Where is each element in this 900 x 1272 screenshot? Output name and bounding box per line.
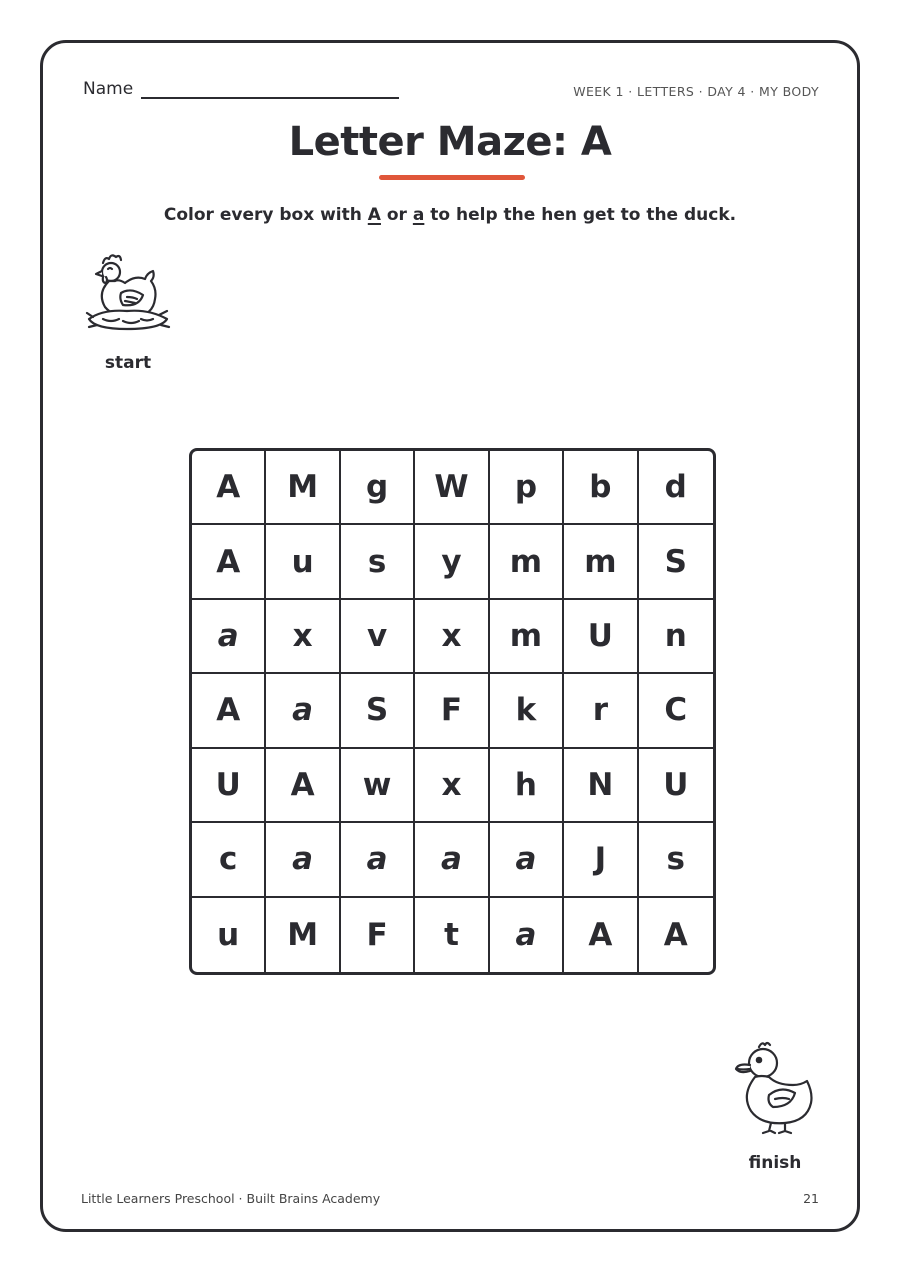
start-label: start [104,353,152,373]
footer-school: Little Learners Preschool · Built Brains Academy [81,1191,381,1206]
maze-cell[interactable]: N [564,749,638,823]
maze-cell[interactable]: u [266,525,340,599]
maze-cell[interactable]: p [490,451,564,525]
maze-cell[interactable]: r [564,674,638,748]
maze-cell[interactable]: F [415,674,489,748]
instructions-lower-letter: a [412,205,425,225]
maze-cell[interactable]: A [266,749,340,823]
maze-cell[interactable]: a [490,823,564,897]
maze-cell[interactable]: y [415,525,489,599]
maze-cell[interactable]: n [639,600,713,674]
maze-cell[interactable]: A [192,451,266,525]
maze-cell[interactable]: t [415,898,489,972]
maze-cell[interactable]: c [192,823,266,897]
duck-icon [729,1039,821,1137]
maze-cell[interactable]: a [415,823,489,897]
letter-maze-grid [189,448,716,975]
name-write-line[interactable] [141,81,399,99]
maze-cell[interactable]: F [341,898,415,972]
maze-cell[interactable]: C [639,674,713,748]
maze-cell[interactable]: w [341,749,415,823]
maze-cell[interactable]: b [564,451,638,525]
worksheet-page [40,40,860,1232]
maze-cell[interactable]: s [341,525,415,599]
maze-cell[interactable]: d [639,451,713,525]
maze-cell[interactable]: a [490,898,564,972]
maze-cell[interactable]: m [564,525,638,599]
name-row [83,79,399,99]
maze-cell[interactable]: U [564,600,638,674]
finish-label: finish [748,1153,802,1173]
maze-cell[interactable]: A [192,674,266,748]
maze-cell[interactable]: S [341,674,415,748]
maze-cell[interactable]: m [490,525,564,599]
maze-cell[interactable]: W [415,451,489,525]
maze-cell[interactable]: M [266,898,340,972]
page-title: Letter Maze: A [288,119,612,165]
instructions-upper-letter: A [367,205,381,225]
maze-cell[interactable]: M [266,451,340,525]
maze-cell[interactable]: g [341,451,415,525]
maze-cell[interactable]: A [192,525,266,599]
maze-cell[interactable]: A [564,898,638,972]
maze-cell[interactable]: J [564,823,638,897]
instructions-part1: Color every box with [163,205,368,225]
maze-cell[interactable]: u [192,898,266,972]
maze-cell[interactable]: S [639,525,713,599]
name-label: Name [83,79,134,99]
maze-cell[interactable]: x [266,600,340,674]
instructions [43,205,857,225]
maze-cell[interactable]: x [415,749,489,823]
maze-cell[interactable]: a [266,674,340,748]
maze-cell[interactable]: a [266,823,340,897]
maze-cell[interactable]: U [639,749,713,823]
title-underline [379,175,525,180]
maze-cell[interactable]: U [192,749,266,823]
maze-cell[interactable]: a [341,823,415,897]
maze-cell[interactable]: x [415,600,489,674]
instructions-part3: to help the hen get to the duck. [424,205,737,225]
maze-cell[interactable]: m [490,600,564,674]
maze-cell[interactable]: A [663,916,688,953]
maze-cell[interactable]: k [490,674,564,748]
maze-cell[interactable]: v [341,600,415,674]
maze-cell[interactable]: s [639,823,713,897]
maze-cell[interactable]: h [490,749,564,823]
maze-cell[interactable]: a [192,600,266,674]
hen-icon [83,245,173,335]
week-info: WEEK 1 · LETTERS · DAY 4 · MY BODY [573,84,819,99]
instructions-part2: or [380,205,413,225]
page-number: 21 [803,1191,819,1206]
